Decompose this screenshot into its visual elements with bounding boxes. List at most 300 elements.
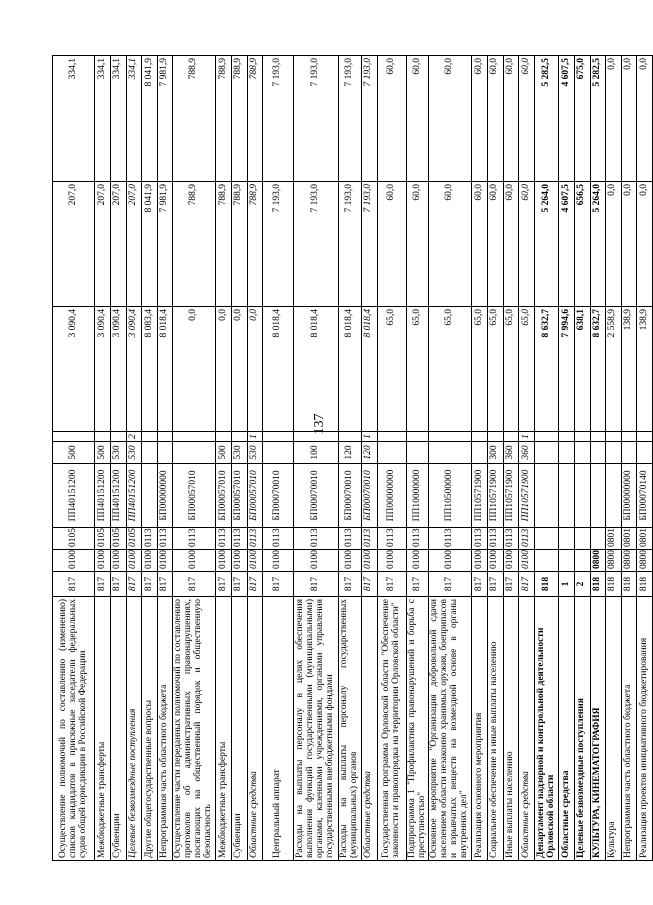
table-row	[95, 56, 111, 861]
row-vr	[377, 442, 406, 464]
row-rz: 0100	[472, 550, 488, 572]
row-name: Осуществление полномочий по составлению (изменению) списков кандидатов в присяжные заседатели федеральных судов общей юрисдикции в Российской Федерации	[53, 597, 95, 861]
table-row	[606, 56, 622, 861]
row-name: Департамент надзорной и контрольной деятельности Орловской области	[534, 597, 559, 861]
row-name: Областные средства	[361, 597, 377, 861]
row-value-1: 3 090,4	[111, 307, 127, 432]
row-csr	[534, 464, 559, 528]
row-ext	[95, 432, 111, 442]
row-name: Целевые безвозмездные поступления	[126, 597, 142, 861]
row-grbs: 1	[559, 572, 575, 597]
row-csr: БП00057010	[216, 464, 232, 528]
row-pr: 0105	[126, 528, 142, 550]
row-rz: 0100	[294, 550, 339, 572]
table-row	[216, 56, 232, 861]
row-pr	[574, 528, 590, 550]
row-pr: 0801	[606, 528, 622, 550]
row-name: Расходы на выплаты персоналу государственных (муниципальных) органов	[339, 597, 362, 861]
row-vr: 100	[294, 442, 339, 464]
row-value-2: 788,9	[216, 182, 232, 307]
row-name: Центральный аппарат	[263, 597, 294, 861]
row-value-3: 4 607,5	[559, 56, 575, 182]
row-csr: БП00070010	[361, 464, 377, 528]
row-grbs: 817	[472, 572, 488, 597]
row-csr: БП00000000	[157, 464, 173, 528]
row-value-3: 7 193,0	[339, 56, 362, 182]
row-rz: 0100	[519, 550, 535, 572]
row-rz	[574, 550, 590, 572]
row-value-1: 8 083,4	[142, 307, 158, 432]
row-grbs: 817	[95, 572, 111, 597]
row-grbs: 817	[111, 572, 127, 597]
row-value-3: 60,0	[472, 56, 488, 182]
row-vr: 530	[231, 442, 247, 464]
row-pr: 0113	[487, 528, 503, 550]
row-name: Межбюджетные трансферты	[216, 597, 232, 861]
row-rz: 0800	[590, 550, 606, 572]
row-pr: 0113	[173, 528, 216, 550]
row-value-2: 7 193,0	[294, 182, 339, 307]
row-rz: 0100	[377, 550, 406, 572]
row-csr: ПП40151200	[111, 464, 127, 528]
row-rz: 0800	[637, 550, 653, 572]
row-value-1: 8 018,4	[339, 307, 362, 432]
row-rz: 0100	[95, 550, 111, 572]
row-value-1: 65,0	[472, 307, 488, 432]
row-pr: 0113	[142, 528, 158, 550]
row-grbs: 817	[142, 572, 158, 597]
row-value-3: 0,0	[637, 56, 653, 182]
row-value-3: 788,9	[247, 56, 263, 182]
row-csr: БП00057010	[247, 464, 263, 528]
row-grbs: 817	[53, 572, 95, 597]
row-value-2: 207,0	[111, 182, 127, 307]
row-csr	[606, 464, 622, 528]
row-value-1: 7 994,6	[559, 307, 575, 432]
row-rz	[534, 550, 559, 572]
row-name: Непрограммная часть областного бюджета	[621, 597, 637, 861]
row-csr: ПП10571900	[472, 464, 488, 528]
row-value-2: 0,0	[606, 182, 622, 307]
row-vr: 120	[361, 442, 377, 464]
row-value-3: 7 981,9	[157, 56, 173, 182]
row-grbs: 818	[637, 572, 653, 597]
row-csr	[559, 464, 575, 528]
row-rz: 0100	[53, 550, 95, 572]
row-value-1: 8 632,7	[534, 307, 559, 432]
row-grbs: 817	[216, 572, 232, 597]
row-name: КУЛЬТУРА, КИНЕМАТОГРАФИЯ	[590, 597, 606, 861]
row-ext	[503, 432, 519, 442]
row-ext: 1	[519, 432, 535, 442]
row-name: Областные средства	[247, 597, 263, 861]
table-row	[621, 56, 637, 861]
row-pr: 0113	[339, 528, 362, 550]
row-csr: БП00070010	[339, 464, 362, 528]
row-grbs: 818	[590, 572, 606, 597]
row-rz: 0800	[606, 550, 622, 572]
row-value-3: 7 193,0	[294, 56, 339, 182]
row-pr: 0113	[216, 528, 232, 550]
table-row	[534, 56, 559, 861]
table-row	[519, 56, 535, 861]
row-name: Подпрограмма 1 "Профилактика правонарушений и борьба с преступностью"	[406, 597, 429, 861]
row-value-3: 334,1	[95, 56, 111, 182]
row-pr: 0113	[361, 528, 377, 550]
row-pr: 0113	[472, 528, 488, 550]
row-value-2: 60,0	[377, 182, 406, 307]
row-ext	[574, 432, 590, 442]
row-vr	[157, 442, 173, 464]
row-grbs: 817	[361, 572, 377, 597]
row-vr: 500	[216, 442, 232, 464]
row-name: Непрограммная часть областного бюджета	[157, 597, 173, 861]
row-grbs: 817	[487, 572, 503, 597]
row-value-2: 60,0	[472, 182, 488, 307]
row-grbs: 817	[263, 572, 294, 597]
row-csr: БП00070010	[294, 464, 339, 528]
row-vr	[429, 442, 472, 464]
row-ext: 2	[126, 432, 142, 442]
row-grbs: 817	[173, 572, 216, 597]
row-vr: 530	[111, 442, 127, 464]
row-name: Областные средства	[559, 597, 575, 861]
row-value-2: 5 264,0	[590, 182, 606, 307]
row-pr: 0113	[294, 528, 339, 550]
row-value-1: 3 090,4	[126, 307, 142, 432]
row-value-1: 638,1	[574, 307, 590, 432]
row-value-1: 8 632,7	[590, 307, 606, 432]
row-rz: 0100	[487, 550, 503, 572]
row-value-1: 8 018,4	[294, 307, 339, 432]
row-value-1: 65,0	[519, 307, 535, 432]
row-grbs: 818	[534, 572, 559, 597]
row-value-2: 788,9	[247, 182, 263, 307]
row-ext	[472, 432, 488, 442]
row-grbs: 817	[231, 572, 247, 597]
row-rz: 0100	[231, 550, 247, 572]
row-csr: ПП10571900	[503, 464, 519, 528]
row-rz: 0100	[142, 550, 158, 572]
row-value-2: 60,0	[503, 182, 519, 307]
table-row	[173, 56, 216, 861]
row-value-1: 0,0	[231, 307, 247, 432]
row-pr: 0113	[519, 528, 535, 550]
row-grbs: 817	[126, 572, 142, 597]
row-value-2: 7 981,9	[157, 182, 173, 307]
row-pr	[590, 528, 606, 550]
row-rz: 0100	[406, 550, 429, 572]
row-value-1: 8 018,4	[361, 307, 377, 432]
row-value-3: 5 282,5	[534, 56, 559, 182]
row-pr: 0113	[429, 528, 472, 550]
row-value-3: 788,9	[231, 56, 247, 182]
row-grbs: 817	[429, 572, 472, 597]
row-vr	[559, 442, 575, 464]
row-grbs: 817	[247, 572, 263, 597]
table-row	[559, 56, 575, 861]
row-value-3: 334,1	[126, 56, 142, 182]
row-vr	[263, 442, 294, 464]
row-ext	[637, 432, 653, 442]
row-pr: 0105	[95, 528, 111, 550]
table-row	[231, 56, 247, 861]
row-value-2: 60,0	[519, 182, 535, 307]
row-grbs: 817	[339, 572, 362, 597]
row-grbs: 817	[503, 572, 519, 597]
row-value-3: 675,0	[574, 56, 590, 182]
row-ext	[606, 432, 622, 442]
row-pr: 0801	[621, 528, 637, 550]
row-pr: 0113	[247, 528, 263, 550]
row-value-2: 60,0	[406, 182, 429, 307]
row-value-1: 8 018,4	[263, 307, 294, 432]
row-ext	[231, 432, 247, 442]
row-ext	[142, 432, 158, 442]
row-value-3: 60,0	[503, 56, 519, 182]
row-value-2: 0,0	[637, 182, 653, 307]
row-name: Основное мероприятие "Организация добровольной сдачи населением области незаконно хранимых оружия, боеприпасов и взрывчатых веществ на возмездной основе в органы внутренних дел"	[429, 597, 472, 861]
row-rz: 0100	[503, 550, 519, 572]
row-ext	[216, 432, 232, 442]
budget-table	[52, 55, 653, 861]
row-csr	[590, 464, 606, 528]
row-vr	[637, 442, 653, 464]
row-value-3: 60,0	[377, 56, 406, 182]
row-name: Субвенции	[231, 597, 247, 861]
row-csr: ПП40151200	[95, 464, 111, 528]
table-row	[406, 56, 429, 861]
row-value-2: 7 193,0	[263, 182, 294, 307]
row-rz	[559, 550, 575, 572]
row-csr: БП00070010	[263, 464, 294, 528]
row-vr: 530	[126, 442, 142, 464]
row-rz: 0100	[111, 550, 127, 572]
row-value-1: 3 090,4	[95, 307, 111, 432]
row-ext: 1	[247, 432, 263, 442]
row-value-1: 138,9	[621, 307, 637, 432]
table-row	[590, 56, 606, 861]
table-row	[157, 56, 173, 861]
row-vr	[621, 442, 637, 464]
row-value-3: 0,0	[621, 56, 637, 182]
table-row	[377, 56, 406, 861]
row-grbs: 817	[406, 572, 429, 597]
row-value-1: 0,0	[173, 307, 216, 432]
row-grbs: 2	[574, 572, 590, 597]
row-value-2: 788,9	[173, 182, 216, 307]
row-ext: 1	[361, 432, 377, 442]
row-csr	[142, 464, 158, 528]
row-value-3: 60,0	[429, 56, 472, 182]
table-row	[472, 56, 488, 861]
row-value-1: 138,9	[637, 307, 653, 432]
row-name: Социальное обеспечение и иные выплаты населению	[487, 597, 503, 861]
row-value-3: 60,0	[487, 56, 503, 182]
row-vr	[173, 442, 216, 464]
table-row	[487, 56, 503, 861]
row-csr: ПП10000000	[406, 464, 429, 528]
row-pr: 0113	[231, 528, 247, 550]
row-pr: 0113	[503, 528, 519, 550]
row-vr: 120	[339, 442, 362, 464]
row-value-1: 65,0	[503, 307, 519, 432]
table-row	[339, 56, 362, 861]
row-ext	[263, 432, 294, 442]
page-number: 137	[312, 413, 327, 435]
row-grbs: 818	[621, 572, 637, 597]
row-value-2: 60,0	[487, 182, 503, 307]
row-value-3: 7 193,0	[361, 56, 377, 182]
row-csr: БП00070140	[637, 464, 653, 528]
row-name: Целевые безвозмездные поступления	[574, 597, 590, 861]
row-value-2: 207,0	[53, 182, 95, 307]
row-vr	[472, 442, 488, 464]
row-vr: 360	[503, 442, 519, 464]
row-ext	[173, 432, 216, 442]
row-value-3: 334,1	[53, 56, 95, 182]
row-grbs: 817	[377, 572, 406, 597]
row-value-2: 60,0	[429, 182, 472, 307]
row-csr: БП00000000	[621, 464, 637, 528]
row-value-1: 65,0	[406, 307, 429, 432]
row-pr: 0801	[637, 528, 653, 550]
row-value-3: 60,0	[519, 56, 535, 182]
row-vr	[574, 442, 590, 464]
row-vr: 500	[95, 442, 111, 464]
row-csr: ПП00000000	[377, 464, 406, 528]
row-value-1: 0,0	[216, 307, 232, 432]
table-row	[429, 56, 472, 861]
row-value-3: 788,9	[216, 56, 232, 182]
row-rz: 0100	[263, 550, 294, 572]
row-rz: 0100	[247, 550, 263, 572]
budget-table-sheet	[52, 56, 649, 861]
row-ext	[111, 432, 127, 442]
row-vr	[142, 442, 158, 464]
row-value-2: 7 193,0	[339, 182, 362, 307]
row-name: Культура	[606, 597, 622, 861]
row-pr	[559, 528, 575, 550]
row-csr: ПП40151200	[53, 464, 95, 528]
row-value-1: 0,0	[247, 307, 263, 432]
row-ext	[429, 432, 472, 442]
row-pr: 0113	[157, 528, 173, 550]
row-vr: 500	[53, 442, 95, 464]
table-row	[247, 56, 263, 861]
row-rz: 0100	[339, 550, 362, 572]
row-ext	[621, 432, 637, 442]
row-rz: 0800	[621, 550, 637, 572]
row-value-2: 8 041,9	[142, 182, 158, 307]
table-row	[294, 56, 339, 861]
row-name: Расходы на выплаты персоналу в целях обеспечения выполнения функций государственными (муниципальными) органами, казенными учреждениями, органами управления государственными внебюджетными фондами	[294, 597, 339, 861]
row-pr: 0105	[53, 528, 95, 550]
row-value-3: 60,0	[406, 56, 429, 182]
row-value-1: 65,0	[487, 307, 503, 432]
row-rz: 0100	[126, 550, 142, 572]
budget-table-body	[53, 56, 653, 861]
row-csr: ПП10571900	[487, 464, 503, 528]
table-row	[53, 56, 95, 861]
row-csr: БП00057010	[173, 464, 216, 528]
row-ext	[534, 432, 559, 442]
row-name: Межбюджетные трансферты	[95, 597, 111, 861]
row-value-2: 0,0	[621, 182, 637, 307]
row-value-1: 65,0	[429, 307, 472, 432]
row-ext	[590, 432, 606, 442]
row-value-3: 8 041,9	[142, 56, 158, 182]
row-vr	[606, 442, 622, 464]
row-value-1: 65,0	[377, 307, 406, 432]
row-ext	[487, 432, 503, 442]
row-csr: ПП40151200	[126, 464, 142, 528]
table-row	[361, 56, 377, 861]
row-rz: 0100	[216, 550, 232, 572]
row-grbs: 818	[606, 572, 622, 597]
row-grbs: 817	[157, 572, 173, 597]
row-name: Реализация проектов инициативного бюджетирования	[637, 597, 653, 861]
row-vr	[590, 442, 606, 464]
row-ext	[339, 432, 362, 442]
row-name: Областные средства	[519, 597, 535, 861]
row-csr: ПП10571900	[519, 464, 535, 528]
row-name: Иные выплаты населению	[503, 597, 519, 861]
row-name: Субвенции	[111, 597, 127, 861]
row-name: Другие общегосударственные вопросы	[142, 597, 158, 861]
table-row	[574, 56, 590, 861]
row-vr	[534, 442, 559, 464]
row-grbs: 817	[294, 572, 339, 597]
row-vr: 300	[487, 442, 503, 464]
row-pr: 0113	[377, 528, 406, 550]
row-value-1: 8 018,4	[157, 307, 173, 432]
row-ext	[294, 432, 339, 442]
table-row	[111, 56, 127, 861]
row-rz: 0100	[157, 550, 173, 572]
row-vr	[406, 442, 429, 464]
row-name: Государственная программа Орловской области "Обеспечение законности и правопорядка на территории Орловской области"	[377, 597, 406, 861]
row-pr	[534, 528, 559, 550]
row-value-3: 0,0	[606, 56, 622, 182]
row-ext	[53, 432, 95, 442]
row-value-3: 7 193,0	[263, 56, 294, 182]
row-value-2: 7 193,0	[361, 182, 377, 307]
row-vr: 360	[519, 442, 535, 464]
row-vr: 530	[247, 442, 263, 464]
row-value-1: 3 090,4	[53, 307, 95, 432]
row-value-3: 788,9	[173, 56, 216, 182]
row-value-2: 207,0	[126, 182, 142, 307]
row-pr: 0113	[263, 528, 294, 550]
row-ext	[406, 432, 429, 442]
row-value-3: 5 282,5	[590, 56, 606, 182]
row-rz: 0100	[361, 550, 377, 572]
table-row	[637, 56, 653, 861]
row-value-2: 788,9	[231, 182, 247, 307]
row-value-2: 207,0	[95, 182, 111, 307]
row-value-2: 656,5	[574, 182, 590, 307]
row-csr	[574, 464, 590, 528]
table-row	[126, 56, 142, 861]
row-value-1: 2 558,9	[606, 307, 622, 432]
row-grbs: 817	[519, 572, 535, 597]
table-row	[263, 56, 294, 861]
row-csr: ПП10500000	[429, 464, 472, 528]
row-name: Осуществление части переданных полномочий по составлению протоколов об административных правонарушениях, посягающих на общественный порядок и общественную безопасность	[173, 597, 216, 861]
row-value-2: 5 264,0	[534, 182, 559, 307]
row-pr: 0113	[406, 528, 429, 550]
